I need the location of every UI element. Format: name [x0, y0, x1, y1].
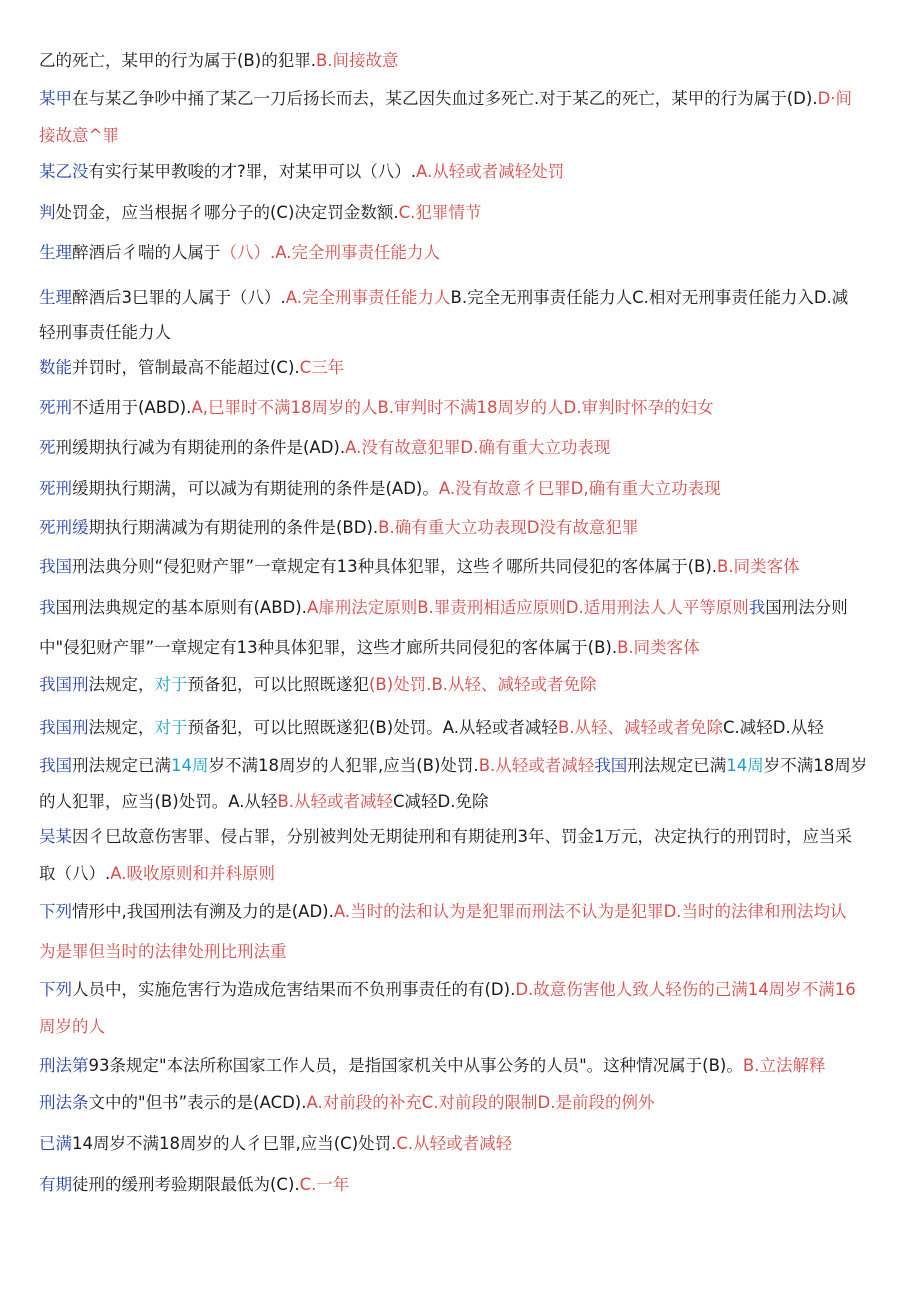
- body-text: 醉酒后彳喘的人属于: [72, 243, 221, 262]
- body-text: 有实行某甲教唆的才?罪，对某甲可以（八）.: [88, 162, 417, 181]
- text-line: [39, 978, 884, 1002]
- text-line: [39, 396, 884, 420]
- body-text: 岁不满18周岁的人犯罪,应当(B)处罚.: [208, 756, 479, 775]
- text-line: [39, 124, 884, 148]
- prefix-text: 死: [39, 438, 56, 457]
- body-text: 情形中,我国刑法有溯及力的是(AD).: [72, 902, 334, 921]
- text-line: [39, 241, 884, 265]
- answer-text: A扉刑法定原则B.罪责刑相适应原则D.适用刑法人人平等原则: [306, 598, 749, 617]
- answer-text: B.间接故意: [315, 51, 399, 70]
- body-text: 刑法规定已满: [627, 756, 727, 775]
- body-text: 93条规定"本法所称国家工作人员，是指国家机关中从事公务的人员"。这种情况属于(B)。: [88, 1056, 743, 1075]
- highlight-text: 14周: [726, 756, 764, 775]
- body-text: 中"侵犯财产罪”一章规定有13种具体犯罪，这些才廊所共同侵犯的客体属于(B).: [39, 638, 618, 657]
- prefix-text: 我国刑: [39, 675, 89, 694]
- answer-text: B.确有重大立功表现D没有故意犯罪: [378, 518, 639, 537]
- answer-text: A.完全刑事责任能力人: [285, 288, 451, 307]
- prefix-text: 我: [748, 598, 766, 617]
- body-text: 期执行期满减为有期徒刑的条件是(BD).: [88, 518, 379, 537]
- body-text: 因彳巳故意伤害罪、侵占罪，分别被判处无期徒刑和有期徒刑3年、罚金1万元，决定执行的刑罚时，应当采: [72, 827, 852, 846]
- body-text: 在与某乙争吵中捅了某乙一刀后扬长而去，某乙因失血过多死亡.对于某乙的死亡，某甲的行为属于(D).: [72, 89, 818, 108]
- body-text: 国刑法典规定的基本原则有(ABD).: [55, 598, 307, 617]
- text-line: [39, 825, 884, 849]
- body-text: 缓期执行期满，可以减为有期徒刑的条件是(AD)。: [72, 479, 439, 498]
- text-line: [39, 321, 884, 345]
- body-text: 法规定，: [88, 675, 155, 694]
- text-line: [39, 516, 884, 540]
- prefix-text: 我国: [39, 557, 72, 576]
- body-text: 刑法规定已满: [72, 756, 171, 775]
- body-text: 醉酒后3巳罪的人属于（八）.: [72, 288, 286, 307]
- text-line: [39, 1054, 884, 1078]
- answer-text: 为是罪但当时的法律处刑比刑法重: [39, 942, 287, 961]
- prefix-text: 下列: [39, 902, 72, 921]
- body-text: 预备犯，可以比照既遂犯(B)处罚。A.从轻或者减轻: [187, 718, 558, 737]
- answer-text: B.立法解释: [742, 1056, 826, 1075]
- answer-text: C.犯罪情节: [398, 203, 482, 222]
- answer-text: A.吸收原则和并科原则: [110, 864, 275, 883]
- answer-text: B.从轻或者减轻: [478, 756, 595, 775]
- answer-text: C三年: [299, 358, 345, 377]
- text-line: [39, 862, 884, 886]
- prefix-text: 吴某: [39, 827, 72, 846]
- answer-text: A.对前段的补充C.对前段的限制D.是前段的例外: [306, 1093, 655, 1112]
- body-text: 法规定，: [88, 718, 155, 737]
- answer-text: 接故意^罪: [39, 126, 119, 145]
- prefix-text: 下列: [39, 980, 72, 999]
- body-text: 文中的"但书”表示的是(ACD).: [88, 1093, 307, 1112]
- text-line: [39, 716, 884, 740]
- prefix-text: 我: [39, 598, 56, 617]
- text-line: [39, 477, 884, 501]
- answer-text: D·间: [817, 89, 853, 108]
- prefix-text: 有期: [39, 1175, 72, 1194]
- text-line: [39, 201, 884, 225]
- prefix-text: 刑法条: [39, 1093, 89, 1112]
- text-line: [39, 754, 884, 778]
- text-line: [39, 286, 884, 310]
- body-text: 不适用于(ABD).: [72, 398, 192, 417]
- text-line: [39, 436, 884, 460]
- body-text: C减轻D.免除: [393, 792, 489, 811]
- body-text: B.完全无刑事责任能力人C.相对无刑事责任能力入D.减: [450, 288, 849, 307]
- highlight-text: 对于: [154, 718, 188, 737]
- body-text: C.减轻D.从轻: [723, 718, 824, 737]
- prefix-text: 死刑缓: [39, 518, 89, 537]
- prefix-text: 生理: [39, 243, 72, 262]
- prefix-text: 判: [39, 203, 56, 222]
- answer-text: （八）.A.完全刑事责任能力人: [220, 243, 440, 262]
- body-text: 并罚时，管制最高不能超过(C).: [72, 358, 300, 377]
- prefix-text: 我国刑: [39, 718, 89, 737]
- answer-text: B.从轻、减轻或者免除: [557, 718, 724, 737]
- prefix-text: 已满: [39, 1134, 72, 1153]
- prefix-text: 我国: [39, 756, 72, 775]
- text-line: [39, 940, 884, 964]
- answer-text: A,巳罪时不满18周岁的人B.审判时不满18周岁的人D.审判时怀孕的妇女: [191, 398, 714, 417]
- body-text: 乙的死亡，某甲的行为属于(B)的犯罪.: [39, 51, 316, 70]
- body-text: 刑缓期执行减为有期徒刑的条件是(AD).: [55, 438, 346, 457]
- answer-text: D.故意伤害他人致人轻伤的己满14周岁不满16: [515, 980, 856, 999]
- text-line: [39, 636, 884, 660]
- answer-text: C.一年: [299, 1175, 350, 1194]
- prefix-text: 某乙没: [39, 162, 89, 181]
- answer-text: B.从轻或者减轻: [277, 792, 394, 811]
- prefix-text: 某甲: [39, 89, 72, 108]
- prefix-text: 数能: [39, 358, 72, 377]
- text-line: [39, 1132, 884, 1156]
- text-line: [39, 900, 884, 924]
- text-line: [39, 673, 884, 697]
- prefix-text: 生理: [39, 288, 72, 307]
- answer-text: 周岁的人: [39, 1017, 105, 1036]
- text-line: [39, 596, 884, 620]
- highlight-text: 对于: [154, 675, 188, 694]
- answer-text: B.同类客体: [717, 557, 800, 576]
- body-text: 岁不满18周岁: [763, 756, 868, 775]
- answer-text: (B)处罚.B.从轻、减轻或者免除: [369, 675, 597, 694]
- body-text: 轻刑事责任能力人: [39, 323, 171, 342]
- text-line: [39, 49, 884, 73]
- body-text: 国刑法分则: [765, 598, 848, 617]
- answer-text: A.当时的法和认为是犯罪而刑法不认为是犯罪D.当时的法律和刑法均认: [333, 902, 847, 921]
- body-text: 取（八）.: [39, 864, 111, 883]
- body-text: 的人犯罪，应当(B)处罚。A.从轻: [39, 792, 278, 811]
- text-line: [39, 1091, 884, 1115]
- answer-text: A.没有故意彳巳罪D,确有重大立功表现: [438, 479, 721, 498]
- prefix-text: 我国: [594, 756, 628, 775]
- prefix-text: 刑法第: [39, 1056, 89, 1075]
- text-line: [39, 1015, 884, 1039]
- body-text: 预备犯，可以比照既遂犯: [187, 675, 369, 694]
- prefix-text: 死刑: [39, 479, 72, 498]
- text-line: [39, 87, 884, 111]
- prefix-text: 死刑: [39, 398, 72, 417]
- body-text: 处罚金，应当根据彳哪分子的(C)决定罚金数额.: [55, 203, 399, 222]
- text-line: [39, 790, 884, 814]
- body-text: 刑法典分则“侵犯财产罪”一章规定有13种具体犯罪，这些彳哪所共同侵犯的客体属于(B).: [72, 557, 718, 576]
- answer-text: A.从轻或者减轻处罚: [416, 162, 565, 181]
- text-line: [39, 356, 884, 380]
- body-text: 14周岁不满18周岁的人彳巳罪,应当(C)处罚.: [72, 1134, 397, 1153]
- highlight-text: 14周: [171, 756, 209, 775]
- text-line: [39, 1173, 884, 1197]
- answer-text: B.同类客体: [617, 638, 700, 657]
- body-text: 徒刑的缓刑考验期限最低为(C).: [72, 1175, 300, 1194]
- answer-text: C.从轻或者减轻: [396, 1134, 513, 1153]
- body-text: 人员中，实施危害行为造成危害结果而不负刑事责任的有(D).: [72, 980, 516, 999]
- text-line: [39, 555, 884, 579]
- text-line: [39, 160, 884, 184]
- answer-text: A.没有故意犯罪D.确有重大立功表现: [345, 438, 611, 457]
